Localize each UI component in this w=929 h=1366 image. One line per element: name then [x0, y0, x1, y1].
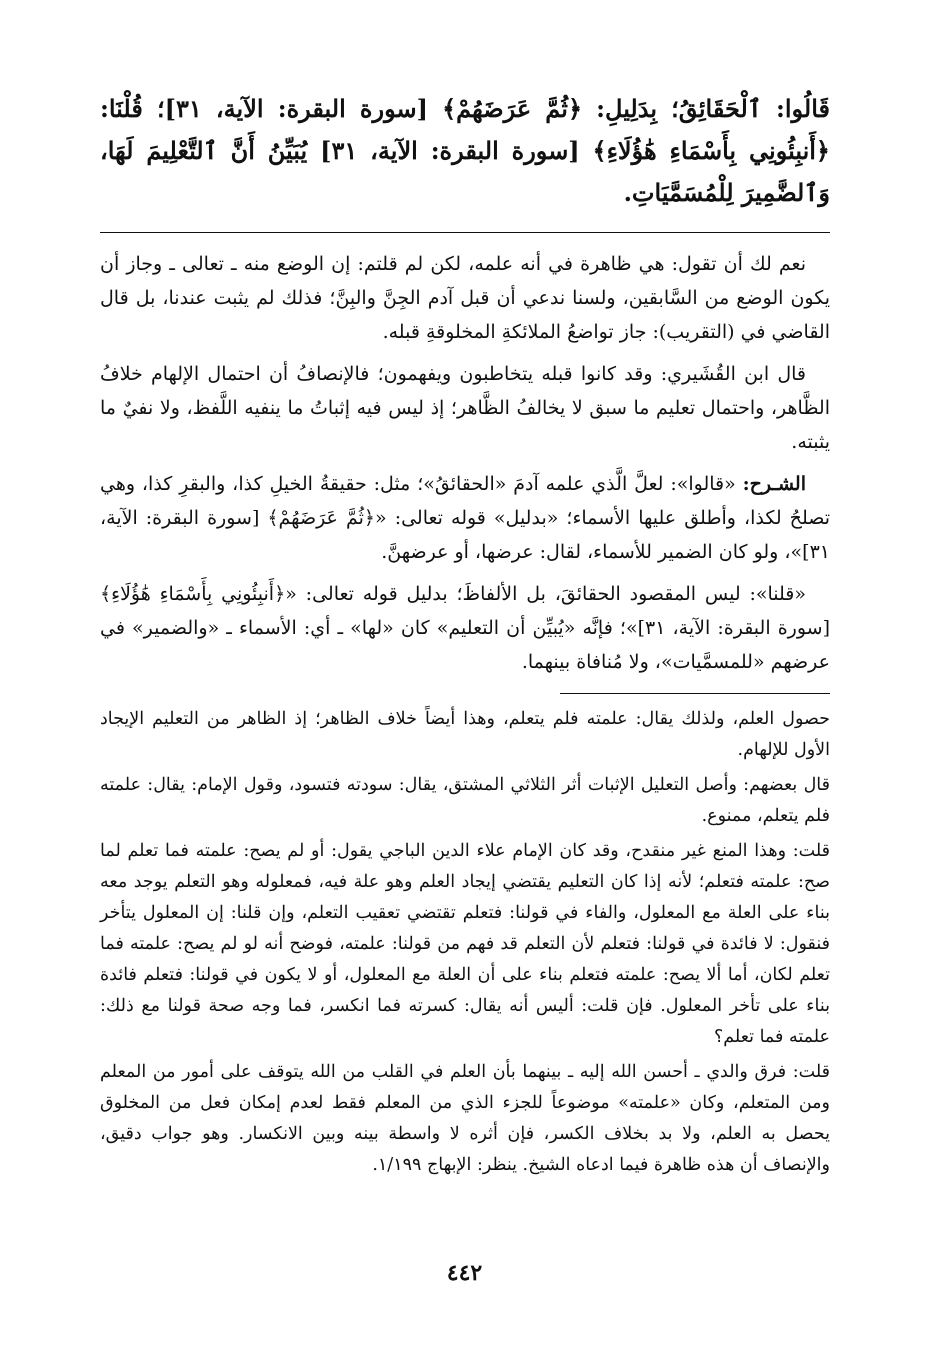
footnote-divider — [560, 693, 830, 694]
commentary-paragraph-1: نعم لك أن تقول: هي ظاهرة في أنه علمه، لكن لم قلتم: إن الوضع منه ـ تعالى ـ وجاز أن يكون الوضع من السَّابقين، ولسنا ندعي أن قبل آدم الجِنَّ والبِنَّ؛ فذلك لم يثبت عندنا، بل قال القاضي في (التقريب): جاز تواضعُ الملائكةِ المخلوقةِ قبله. — [100, 253, 830, 343]
footnote-paragraph-1: حصول العلم، ولذلك يقال: علمته فلم يتعلم، وهذا أيضاً خلاف الظاهر؛ إذ الظاهر من التعليم الإيجاد الأول للإلهام. — [100, 709, 830, 760]
footnotes — [100, 704, 830, 1181]
commentary-paragraph-2: قال ابن القُشَيري: وقد كانوا قبله يتخاطبون ويفهمون؛ فالإنصافُ أن احتمال الإلهام خلافُ الظَّاهر، واحتمال تعليم ما سبق لا يخالفُ الظَّاهر؛ إذ ليس فيه إثباتُ ما ينفيه اللَّفظ، ولا نفيٌ ما يثبته. — [100, 363, 830, 453]
commentary-paragraph-3-text: «قالوا»: لعلَّ الَّذي علمه آدمَ «الحقائقُ»؛ مثل: حقيقةُ الخيلِ كذا، والبقرِ كذا، وهي تصلحُ لكذا، وأطلق عليها الأسماء؛ «بدليل» قوله تعالى: «﴿ثُمَّ عَرَضَهُمْ﴾ [سورة البقرة: الآية، ٣١]»، ولو كان الضمير للأسماء، لقال: عرضها، أو عرضهنَّ. — [100, 473, 830, 563]
footnote-paragraph-2: قال بعضهم: وأصل التعليل الإثبات أثر الثلاثي المشتق، يقال: سودته فتسود، وقول الإمام: يقال: علمته فلم يتعلم، ممنوع. — [100, 775, 830, 826]
commentary-paragraph-3 — [100, 467, 830, 569]
commentary-paragraph-4: «قلنا»: ليس المقصود الحقائقَ، بل الألفاظَ؛ بدليل قوله تعالى: «﴿أَنبِئُونِي بِأَسْمَاءِ هَٰؤُلَاءِ﴾ [سورة البقرة: الآية، ٣١]»؛ فإنَّه «يُبيِّن أن التعليم» كان «لها» ـ أي: الأسماء ـ «والضمير» في عرضهم «للمسمَّيات»، ولا مُنافاة بينهما. — [100, 583, 830, 673]
footnote-paragraph-4: قلت: فرق والدي ـ أحسن الله إليه ـ بينهما بأن العلم في القلب من الله يتوقف على أمور من المعلم ومن المتعلم، وكان «علمته» موضوعاً للجزء الذي من المعلم فقط لعدم إمكان فعل من المخلوق يحصل به العلم، ولا بد بخلاف الكسر، فإن أثره لا واسطة بينه وبين الانكسار. وهو جواب دقيق، والإنصاف أن هذه ظاهرة فيما ادعاه الشيخ. ينظر: الإبهاج ١/١٩٩. — [100, 1062, 830, 1175]
commentary — [100, 247, 830, 679]
matn-divider — [100, 232, 830, 233]
matn-text: قَالُوا: ٱلْحَقَائِقُ؛ بِدَلِيلِ: ﴿ثُمَّ عَرَضَهُمْ﴾ [سورة البقرة: الآية، ٣١]؛ قُلْنَا: ﴿أَنبِئُونِي بِأَسْمَاءِ هَٰؤُلَاءِ﴾ [سورة البقرة: الآية، ٣١] يُبَيِّنُ أَنَّ ٱلتَّعْلِيمَ لَهَا، وَٱلضَّمِيرَ لِلْمُسَمَّيَاتِ. — [100, 94, 831, 207]
footnote-paragraph-3: قلت: وهذا المنع غير منقدح، وقد كان الإمام علاء الدين الباجي يقول: أو لم يصح: علمته فما تعلم لما صح: علمته فتعلم؛ لأنه إذا كان التعليم يقتضي إيجاد العلم وهو علة فيه، فمعلوله وهو التعلم يوجد معه بناء على العلة مع المعلول، والفاء في قولنا: فتعلم تقتضي تعقيب التعلم، وإن قلنا: إن المعلول يتأخر فنقول: لا فائدة في قولنا: فتعلم لأن التعلم قد فهم من قولنا: علمته، فوضح أنه لو لم يصح: علمته فما تعلم لكان، أما ألا يصح: علمته فتعلم بناء على أن العلة مع المعلول، أو لا يكون في قولنا: فتعلم فائدة بناء على تأخر المعلول. فإن قلت: أليس أنه يقال: كسرته فما انكسر، فما وجه صحة قولنا مع ذلك: علمته فما تعلم؟ — [100, 841, 830, 1047]
page-number: ٤٤٢ — [446, 1260, 483, 1286]
page-body — [100, 88, 830, 1185]
sharh-label: الشـرح: — [742, 473, 806, 495]
